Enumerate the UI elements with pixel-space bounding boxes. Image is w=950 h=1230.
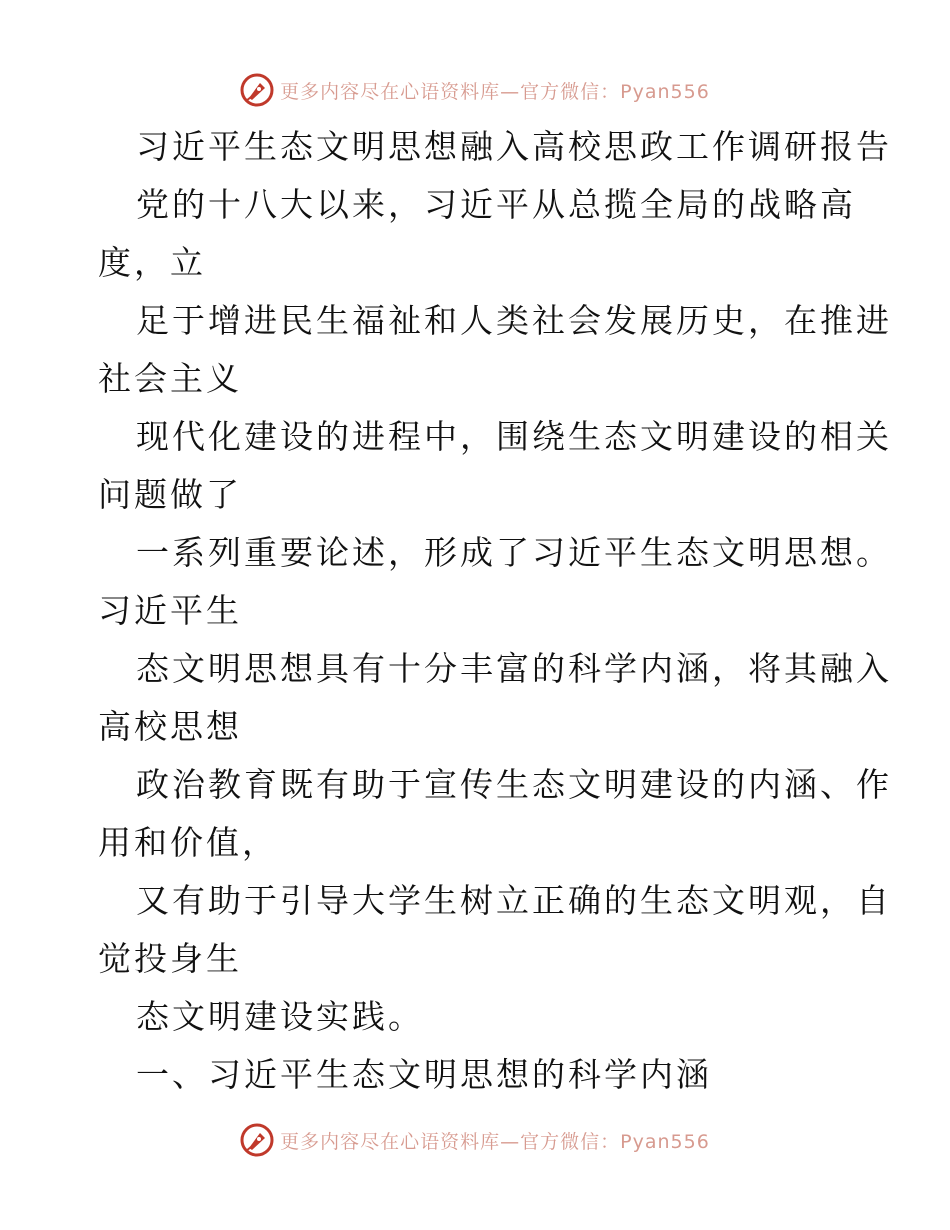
document-title: 习近平生态文明思想融入高校思政工作调研报告 bbox=[136, 127, 892, 166]
paragraph-line: 党的十八大以来，习近平从总揽全局的战略高 bbox=[136, 185, 856, 224]
paragraph-line: 足于增进民生福祉和人类社会发展历史，在推进 bbox=[136, 301, 892, 340]
paragraph-line: 态文明建设实践。 bbox=[136, 997, 424, 1036]
paragraph-line: 一系列重要论述，形成了习近平生态文明思想。 bbox=[136, 533, 892, 572]
footer-banner bbox=[0, 1120, 950, 1160]
header-banner bbox=[0, 70, 950, 110]
paragraph-line: 态文明思想具有十分丰富的科学内涵，将其融入 bbox=[136, 649, 892, 688]
paragraph-line: 社会主义 bbox=[98, 359, 242, 398]
paragraph-line: 问题做了 bbox=[98, 475, 242, 514]
paragraph-line: 现代化建设的进程中，围绕生态文明建设的相关 bbox=[136, 417, 892, 456]
paragraph-line: 政治教育既有助于宣传生态文明建设的内涵、作 bbox=[136, 765, 892, 804]
paragraph-line: 又有助于引导大学生树立正确的生态文明观，自 bbox=[136, 881, 892, 920]
pen-nib-logo-icon bbox=[240, 73, 274, 107]
document-body bbox=[98, 118, 892, 1104]
paragraph-line: 觉投身生 bbox=[98, 939, 242, 978]
paragraph-line: 度，立 bbox=[98, 243, 206, 282]
section-heading: 一、习近平生态文明思想的科学内涵 bbox=[136, 1055, 712, 1094]
footer-banner-text: 更多内容尽在心语资料库—官方微信：Pyan556 bbox=[280, 1130, 710, 1153]
paragraph-line: 习近平生 bbox=[98, 591, 242, 630]
paragraph-line: 用和价值， bbox=[98, 823, 278, 862]
header-banner-text: 更多内容尽在心语资料库—官方微信：Pyan556 bbox=[280, 80, 710, 103]
pen-nib-logo-icon bbox=[240, 1123, 274, 1157]
paragraph-line: 高校思想 bbox=[98, 707, 242, 746]
